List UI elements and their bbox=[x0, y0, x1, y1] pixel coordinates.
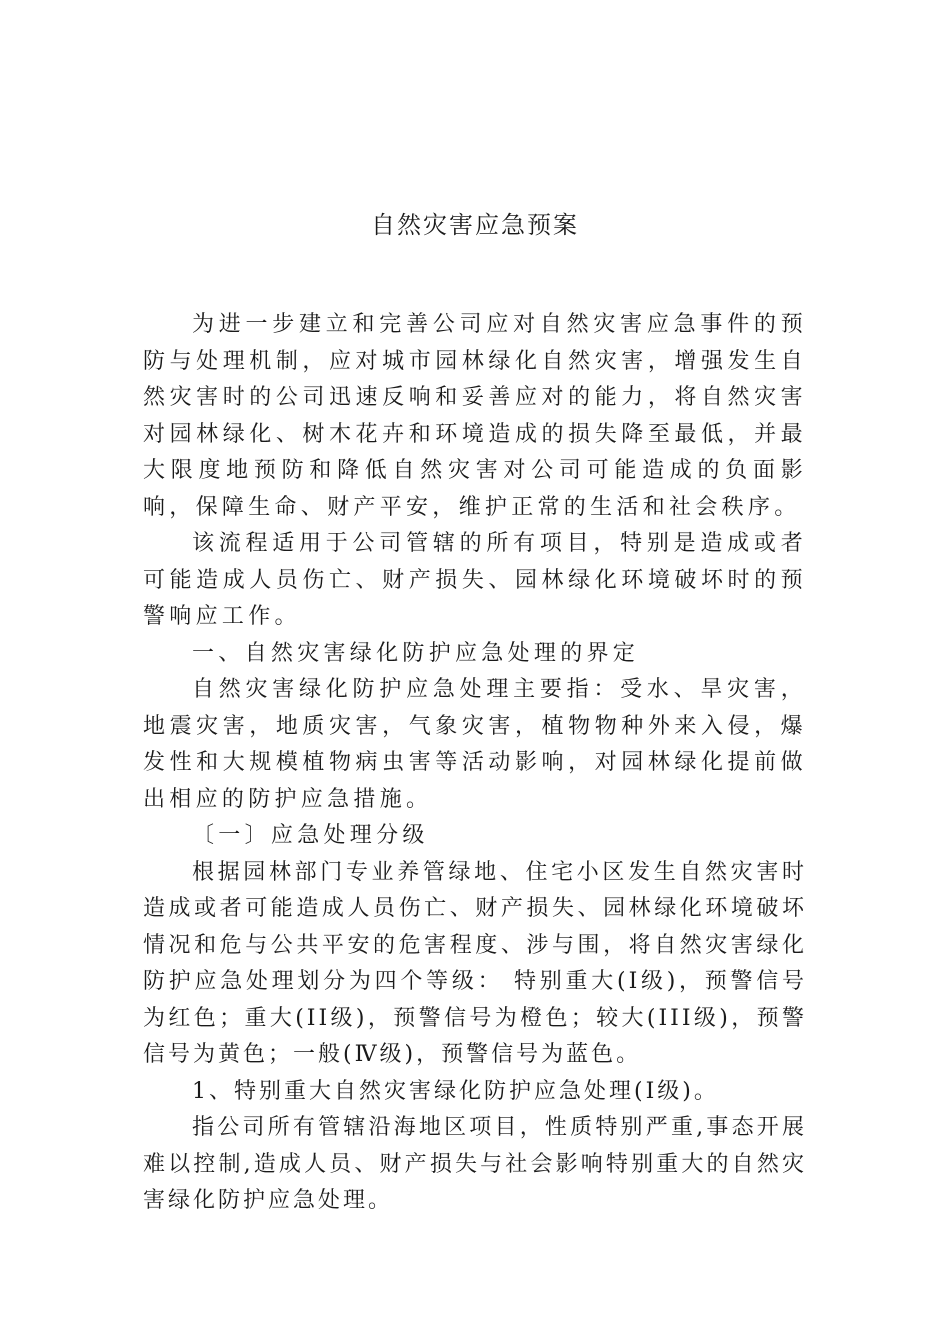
paragraph-definition: 自然灾害绿化防护应急处理主要指：受水、旱灾害，地震灾害，地质灾害，气象灾害，植物物种外来入侵，爆发性和大规模植物病虫害等活动影响，对园林绿化提前做出相应的防护应急措施。 bbox=[143, 677, 807, 812]
paragraph-purpose: 为进一步建立和完善公司应对自然灾害应急事件的预防与处理机制，应对城市园林绿化自然灾害，增强发生自然灾害时的公司迅速反响和妥善应对的能力，将自然灾害对园林绿化、树木花卉和环境造成的损失降至最低，并最大限度地预防和降低自然灾害对公司可能造成的负面影响，保障生命、财产平安，维护正常的生活和社会秩序。 bbox=[143, 312, 807, 520]
paragraph-scope: 该流程适用于公司管辖的所有项目，特别是造成或者可能造成人员伤亡、财产损失、园林绿化环境破坏时的预警响应工作。 bbox=[143, 531, 807, 629]
paragraph-level-1: 指公司所有管辖沿海地区项目，性质特别严重,事态开展难以控制,造成人员、财产损失与社会影响特别重大的自然灾害绿化防护应急处理。 bbox=[143, 1115, 807, 1213]
page-title: 自然灾害应急预案 bbox=[371, 211, 579, 239]
subsection-heading-levels: 〔一〕应急处理分级 bbox=[192, 823, 429, 848]
item-heading-level-1: 1、特别重大自然灾害绿化防护应急处理(Ⅰ级)。 bbox=[192, 1078, 719, 1104]
section-heading-definition: 一、自然灾害绿化防护应急处理的界定 bbox=[192, 640, 640, 666]
paragraph-levels: 根据园林部门专业养管绿地、住宅小区发生自然灾害时造成或者可能造成人员伤亡、财产损失、园林绿化环境破坏情况和危与公共平安的危害程度、涉与围，将自然灾害绿化防护应急处理划分为四个等级： 特别重大(I级)，预警信号为红色；重大(II级)，预警信号为橙色；较大(III级)，预警信号为黄色；一般(Ⅳ级)，预警信号为蓝色。 bbox=[143, 859, 807, 1067]
document-body bbox=[143, 307, 807, 1220]
